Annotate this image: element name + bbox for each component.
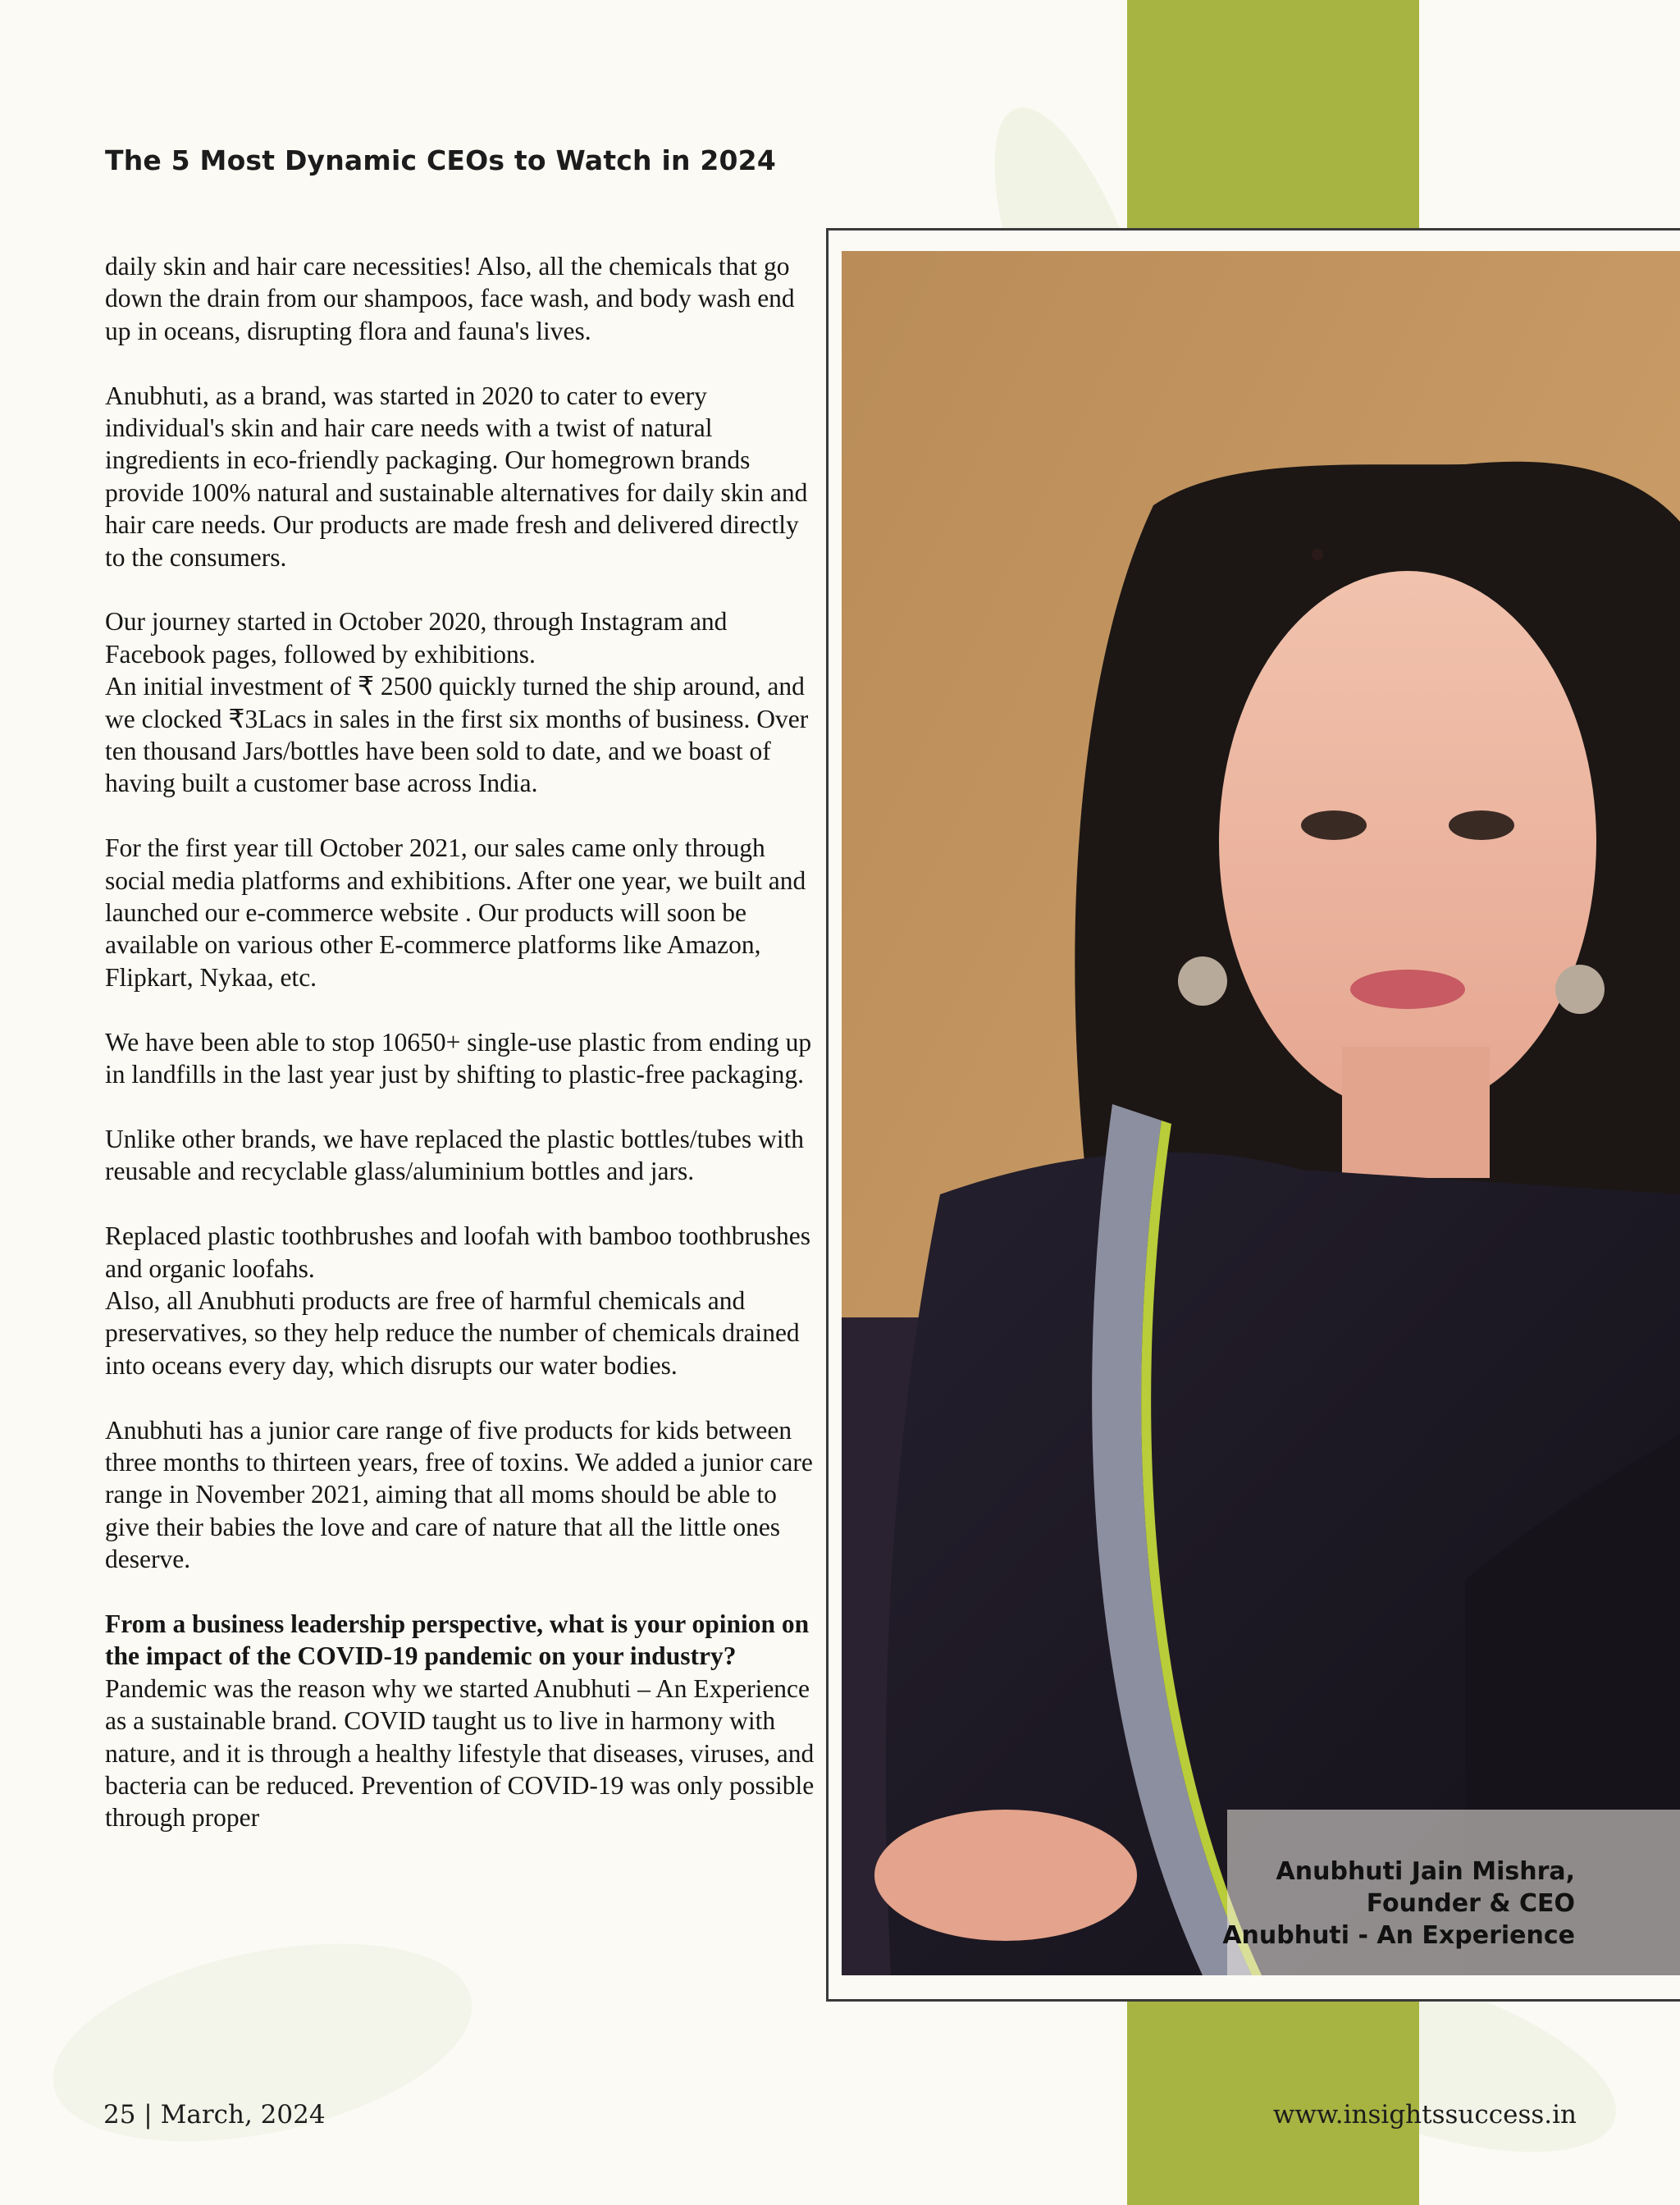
article-paragraph: Also, all Anubhuti products are free of harmful chemicals and preservatives, so they help reduce the number of chemicals drained into oceans every day, which disrupts our water bodies. — [105, 1285, 800, 1380]
caption-company: Anubhuti - An Experience — [1222, 1921, 1575, 1950]
article-paragraph: An initial investment of ₹ 2500 quickly turned the ship around, and we clocked ₹3Lacs in sales in the first six months of business. Over ten thousand Jars/bottles have been sold to date, and we boast of having built a customer base across India. — [105, 672, 809, 798]
article-paragraph: Anubhuti, as a brand, was started in 2020 to cater to every individual's skin and hair care needs with a twist of natural ingredients in eco-friendly packaging. Our homegrown brands provide 100% natural and sustainable alternatives for daily skin and hair care needs. Our products are made fresh and delivered directly to the consumers. — [105, 381, 808, 572]
article-paragraph: We have been able to stop 10650+ single-use plastic from ending up in landfills in the last year just by shifting to plastic-free packaging. — [105, 1027, 812, 1089]
article-paragraph: Replaced plastic toothbrushes and loofah with bamboo toothbrushes and organic loofahs. — [105, 1221, 810, 1283]
running-header: The 5 Most Dynamic CEOs to Watch in 2024 — [105, 144, 776, 176]
caption-name: Anubhuti Jain Mishra, — [1276, 1857, 1575, 1886]
article-paragraph: daily skin and hair care necessities! Also, all the chemicals that go down the drain from our shampoos, face wash, and body wash end up in oceans, disrupting flora and fauna's lives. — [105, 252, 795, 345]
article-body — [105, 250, 820, 1834]
article-paragraph: Anubhuti has a junior care range of five products for kids between three months to thirteen years, free of toxins. We added a junior care range in November 2021, aiming that all moms should be able to give their babies the love and care of nature that all the little ones deserve. — [105, 1415, 813, 1574]
interview-question: From a business leadership perspective, what is your opinion on the impact of the COVID-19 pandemic on your industry? — [105, 1609, 810, 1671]
background-leaf-decoration — [35, 1910, 490, 2175]
article-paragraph: Our journey started in October 2020, through Instagram and Facebook pages, followed by exhibitions. — [105, 607, 728, 669]
page-number-date: 25 | March, 2024 — [103, 2100, 326, 2130]
photo-caption — [1222, 1856, 1575, 1952]
interview-answer: Pandemic was the reason why we started Anubhuti – An Experience as a sustainable brand. COVID taught us to live in harmony with nature, and it is through a healthy lifestyle that diseases, viruses, and bacteria can be reduced. Prevention of COVID-19 was only possible through proper — [105, 1673, 815, 1833]
portrait-photo — [842, 251, 1680, 1975]
article-paragraph: For the first year till October 2021, our sales came only through social media platforms and exhibitions. After one year, we built and launched our e-commerce website . Our products will soon be available on various other E-commerce platforms like Amazon, Flipkart, Nykaa, etc. — [105, 833, 806, 992]
article-paragraph: Unlike other brands, we have replaced the plastic bottles/tubes with reusable and recyclable glass/aluminium bottles and jars. — [105, 1124, 804, 1186]
caption-role: Founder & CEO — [1366, 1889, 1575, 1918]
website-link[interactable]: www.insightssuccess.in — [1272, 2100, 1577, 2130]
